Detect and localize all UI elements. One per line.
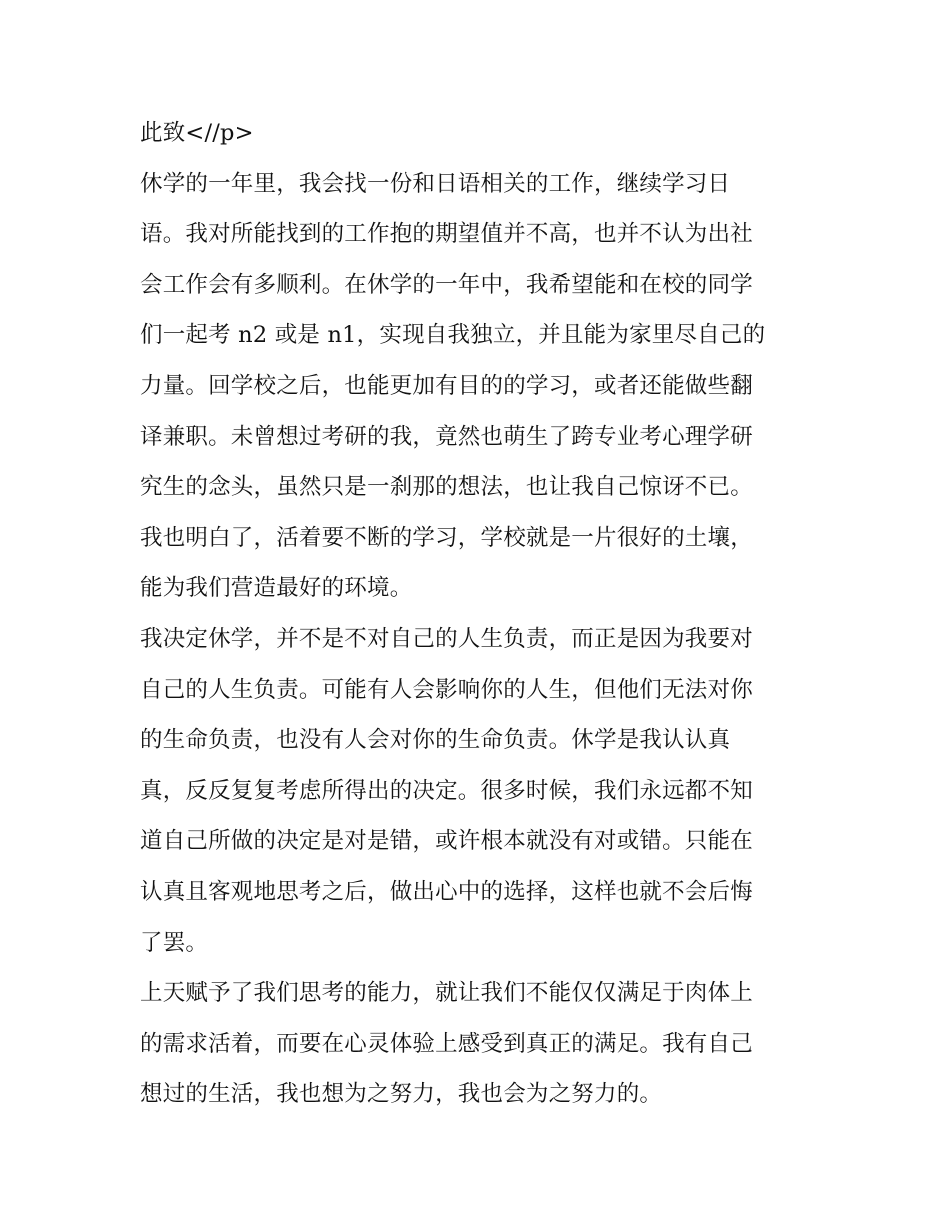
text-line: 上天赋予了我们思考的能力，就让我们不能仅仅满足于肉体上 (140, 980, 753, 1007)
text-line: 的生命负责，也没有人会对你的生命负责。休学是我认认真 (140, 727, 731, 754)
text-line: 休学的一年里，我会找一份和日语相关的工作，继续学习日 (140, 170, 731, 197)
text-line: 了罢。 (140, 929, 209, 956)
text-line: 力量。回学校之后，也能更加有目的的学习，或者还能做些翻 (140, 372, 753, 399)
text-line: 究生的念头，虽然只是一刹那的想法，也让我自己惊讶不已。 (140, 474, 753, 501)
text-line: 会工作会有多顺利。在休学的一年中，我希望能和在校的同学 (140, 271, 753, 298)
text-line: 译兼职。未曾想过考研的我，竟然也萌生了跨专业考心理学研 (140, 423, 753, 450)
text-line: 们一起考 n2 或是 n1，实现自我独立，并且能为家里尽自己的 (140, 322, 766, 349)
text-line: 自己的人生负责。可能有人会影响你的人生，但他们无法对你 (140, 676, 753, 703)
body-text (140, 108, 815, 1120)
closing-line: 此致<//p> (140, 120, 254, 146)
text-line: 的需求活着，而要在心灵体验上感受到真正的满足。我有自己 (140, 1030, 753, 1057)
text-line: 我也明白了，活着要不断的学习，学校就是一片很好的土壤， (140, 524, 753, 551)
text-line: 道自己所做的决定是对是错，或许根本就没有对或错。只能在 (140, 828, 753, 855)
text-line: 想过的生活，我也想为之努力，我也会为之努力的。 (140, 1081, 663, 1108)
text-line: 语。我对所能找到的工作抱的期望值并不高，也并不认为出社 (140, 221, 753, 248)
text-line: 真，反反复复考虑所得出的决定。很多时候，我们永远都不知 (140, 777, 753, 804)
text-line: 能为我们营造最好的环境。 (140, 575, 413, 602)
text-line: 我决定休学，并不是不对自己的人生负责，而正是因为我要对 (140, 625, 753, 652)
text-line: 认真且客观地思考之后，做出心中的选择，这样也就不会后悔 (140, 878, 753, 905)
